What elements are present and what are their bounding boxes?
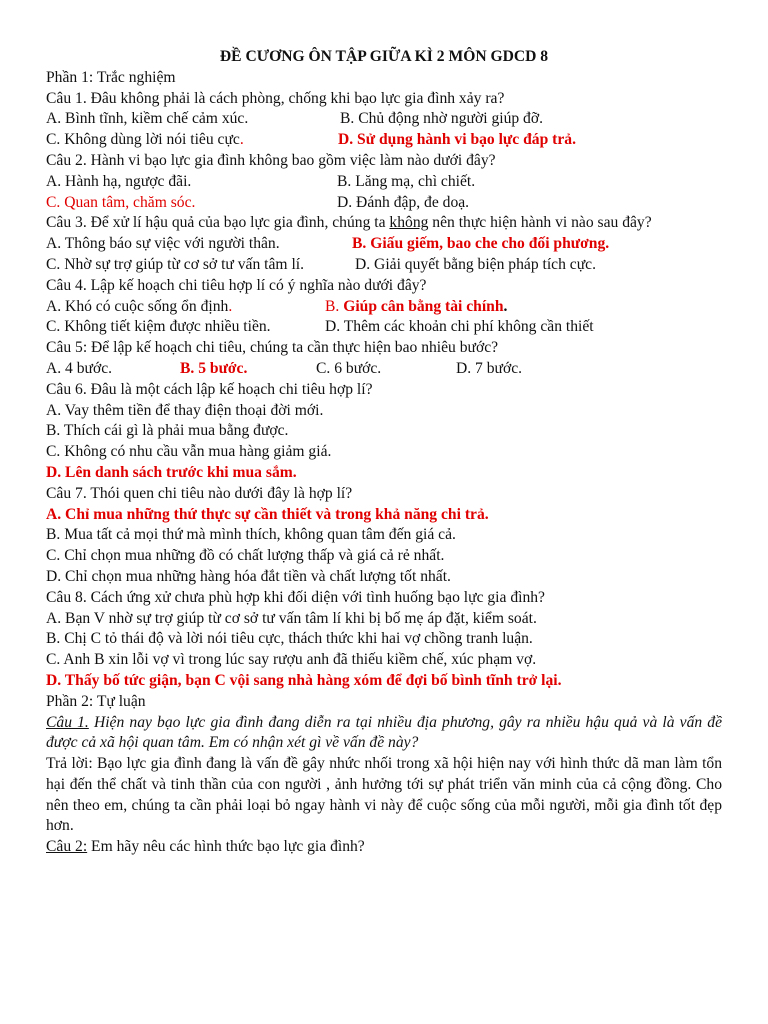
essay-q1-answer: Trả lời: Bạo lực gia đình đang là vấn đề gây nhức nhối trong xã hội hiện nay với hình thức dã man làm tổn hại đến thể chất và tinh thần của con người , ảnh hưởng tới sự phát triển văn minh của cả cộng đồng. Cho nên theo em, chúng ta cần phải loại bỏ ngay hành vi này để cuộc sống của mỗi người, mỗi gia đình tốt đẹp hơn.	[46, 755, 722, 835]
q1-option-c-dot: .	[239, 131, 244, 149]
q5-option-d: D. 7 bước.	[456, 359, 523, 377]
q1-option-d-answer: D. Sử dụng hành vi bạo lực đáp trả.	[338, 131, 576, 149]
q8-option-d-answer: D. Thấy bố tức giận, bạn C vội sang nhà hàng xóm để đợi bố bình tĩnh trở lại.	[46, 671, 562, 689]
q3-stem-underlined: không	[389, 214, 429, 232]
q3-row1	[46, 234, 722, 255]
part1-heading: Phần 1: Trắc nghiệm	[46, 68, 176, 86]
essay-q2-label: Câu 2:	[46, 838, 88, 856]
q1-option-a: A. Bình tĩnh, kiềm chế cảm xúc.	[46, 110, 249, 128]
q2-stem: Câu 2. Hành vi bạo lực gia đình không bao gồm việc làm nào dưới đây?	[46, 151, 496, 169]
part2-heading: Phần 2: Tự luận	[46, 692, 146, 710]
q5-row	[46, 359, 722, 380]
q4-option-c: C. Không tiết kiệm được nhiều tiền.	[46, 318, 271, 336]
q8-option-b: B. Chị C tỏ thái độ và lời nói tiêu cực, thách thức khi hai vợ chồng tranh luận.	[46, 630, 533, 648]
q8-stem: Câu 8. Cách ứng xử chưa phù hợp khi đối diện với tình huống bạo lực gia đình?	[46, 588, 545, 606]
q3-option-a: A. Thông báo sự việc với người thân.	[46, 235, 280, 253]
q3-option-b-answer: B. Giấu giếm, bao che cho đối phương.	[352, 235, 610, 253]
q2-option-c-answer: C. Quan tâm, chăm sóc.	[46, 193, 196, 211]
q1-option-b: B. Chủ động nhờ người giúp đỡ.	[340, 110, 544, 128]
q3-stem-pre: Câu 3. Để xử lí hậu quả của bạo lực gia đình, chúng ta	[46, 214, 390, 232]
q7-stem: Câu 7. Thói quen chi tiêu nào dưới đây là hợp lí?	[46, 484, 353, 502]
q4-option-b-letter: B.	[325, 297, 344, 315]
essay-q1-label: Câu 1.	[46, 713, 89, 731]
q6-stem: Câu 6. Đâu là một cách lập kế hoạch chi tiêu hợp lí?	[46, 380, 373, 398]
q7-option-a-answer: A. Chỉ mua những thứ thực sự cần thiết và trong khả năng chi trả.	[46, 505, 489, 523]
q4-option-b-answer	[325, 297, 507, 318]
q4-row2	[46, 317, 722, 338]
q1-stem: Câu 1. Đâu không phải là cách phòng, chống khi bạo lực gia đình xảy ra?	[46, 89, 505, 107]
q2-row1	[46, 172, 722, 193]
q1-option-c-text: C. Không dùng lời nói tiêu cực	[46, 131, 240, 149]
q5-option-c: C. 6 bước.	[316, 359, 382, 377]
q7-option-b: B. Mua tất cả mọi thứ mà mình thích, không quan tâm đến giá cả.	[46, 526, 456, 544]
q6-option-c: C. Không có nhu cầu vẫn mua hàng giảm giá.	[46, 443, 332, 461]
q5-option-b-answer: B. 5 bước.	[180, 359, 248, 377]
q2-option-a: A. Hành hạ, ngược đãi.	[46, 172, 192, 190]
essay-q2-question: Em hãy nêu các hình thức bạo lực gia đình?	[87, 838, 365, 856]
q4-stem: Câu 4. Lập kế hoạch chi tiêu hợp lí có ý nghĩa nào dưới đây?	[46, 276, 427, 294]
q1-option-c	[46, 130, 244, 151]
q2-option-d: D. Đánh đập, đe doạ.	[337, 193, 470, 211]
q4-option-b-dot: .	[503, 297, 508, 315]
q3-row2	[46, 255, 722, 276]
q3-stem	[46, 213, 722, 234]
q3-option-c: C. Nhờ sự trợ giúp từ cơ sở tư vấn tâm lí.	[46, 255, 305, 273]
q5-stem: Câu 5: Để lập kế hoạch chi tiêu, chúng ta cần thực hiện bao nhiêu bước?	[46, 339, 499, 357]
q4-option-b-text: Giúp cân bằng tài chính	[343, 297, 504, 315]
q7-option-c: C. Chỉ chọn mua những đồ có chất lượng thấp và giá cả rẻ nhất.	[46, 547, 445, 565]
q6-option-d-answer: D. Lên danh sách trước khi mua sắm.	[46, 463, 297, 481]
document-body	[46, 47, 722, 858]
q4-option-a	[46, 297, 232, 318]
q4-option-a-dot: .	[228, 297, 233, 315]
q5-option-a: A. 4 bước.	[46, 359, 113, 377]
q8-option-c: C. Anh B xin lỗi vợ vì trong lúc say rượu anh đã thiếu kiềm chế, xúc phạm vợ.	[46, 651, 537, 669]
q2-row2	[46, 193, 722, 214]
q6-option-b: B. Thích cái gì là phải mua bằng được.	[46, 422, 289, 440]
q2-option-b: B. Lăng mạ, chì chiết.	[337, 172, 476, 190]
q3-stem-post: nên thực hiện hành vi nào sau đây?	[428, 214, 652, 232]
q4-row1	[46, 297, 722, 318]
essay-q1	[46, 713, 722, 755]
q6-option-a: A. Vay thêm tiền để thay điện thoại đời mới.	[46, 401, 324, 419]
q8-option-a: A. Bạn V nhờ sự trợ giúp từ cơ sở tư vấn tâm lí khi bị bố mẹ áp đặt, kiểm soát.	[46, 609, 537, 627]
document-title: ĐỀ CƯƠNG ÔN TẬP GIỮA KÌ 2 MÔN GDCD 8	[219, 48, 549, 65]
q1-row1	[46, 109, 722, 130]
q7-option-d: D. Chỉ chọn mua những hàng hóa đắt tiền và chất lượng tốt nhất.	[46, 567, 451, 585]
q1-row2	[46, 130, 722, 151]
q3-option-d: D. Giải quyết bằng biện pháp tích cực.	[355, 255, 596, 273]
essay-q1-question: Hiện nay bạo lực gia đình đang diễn ra tại nhiều địa phương, gây ra nhiều hậu quả và là vấn đề được cả xã hội quan tâm. Em có nhận xét gì về vấn đề này?	[46, 713, 723, 752]
q4-option-a-text: A. Khó có cuộc sống ổn định	[46, 297, 229, 315]
essay-q2	[46, 837, 722, 858]
q4-option-d: D. Thêm các khoản chi phí không cần thiết	[325, 318, 594, 336]
